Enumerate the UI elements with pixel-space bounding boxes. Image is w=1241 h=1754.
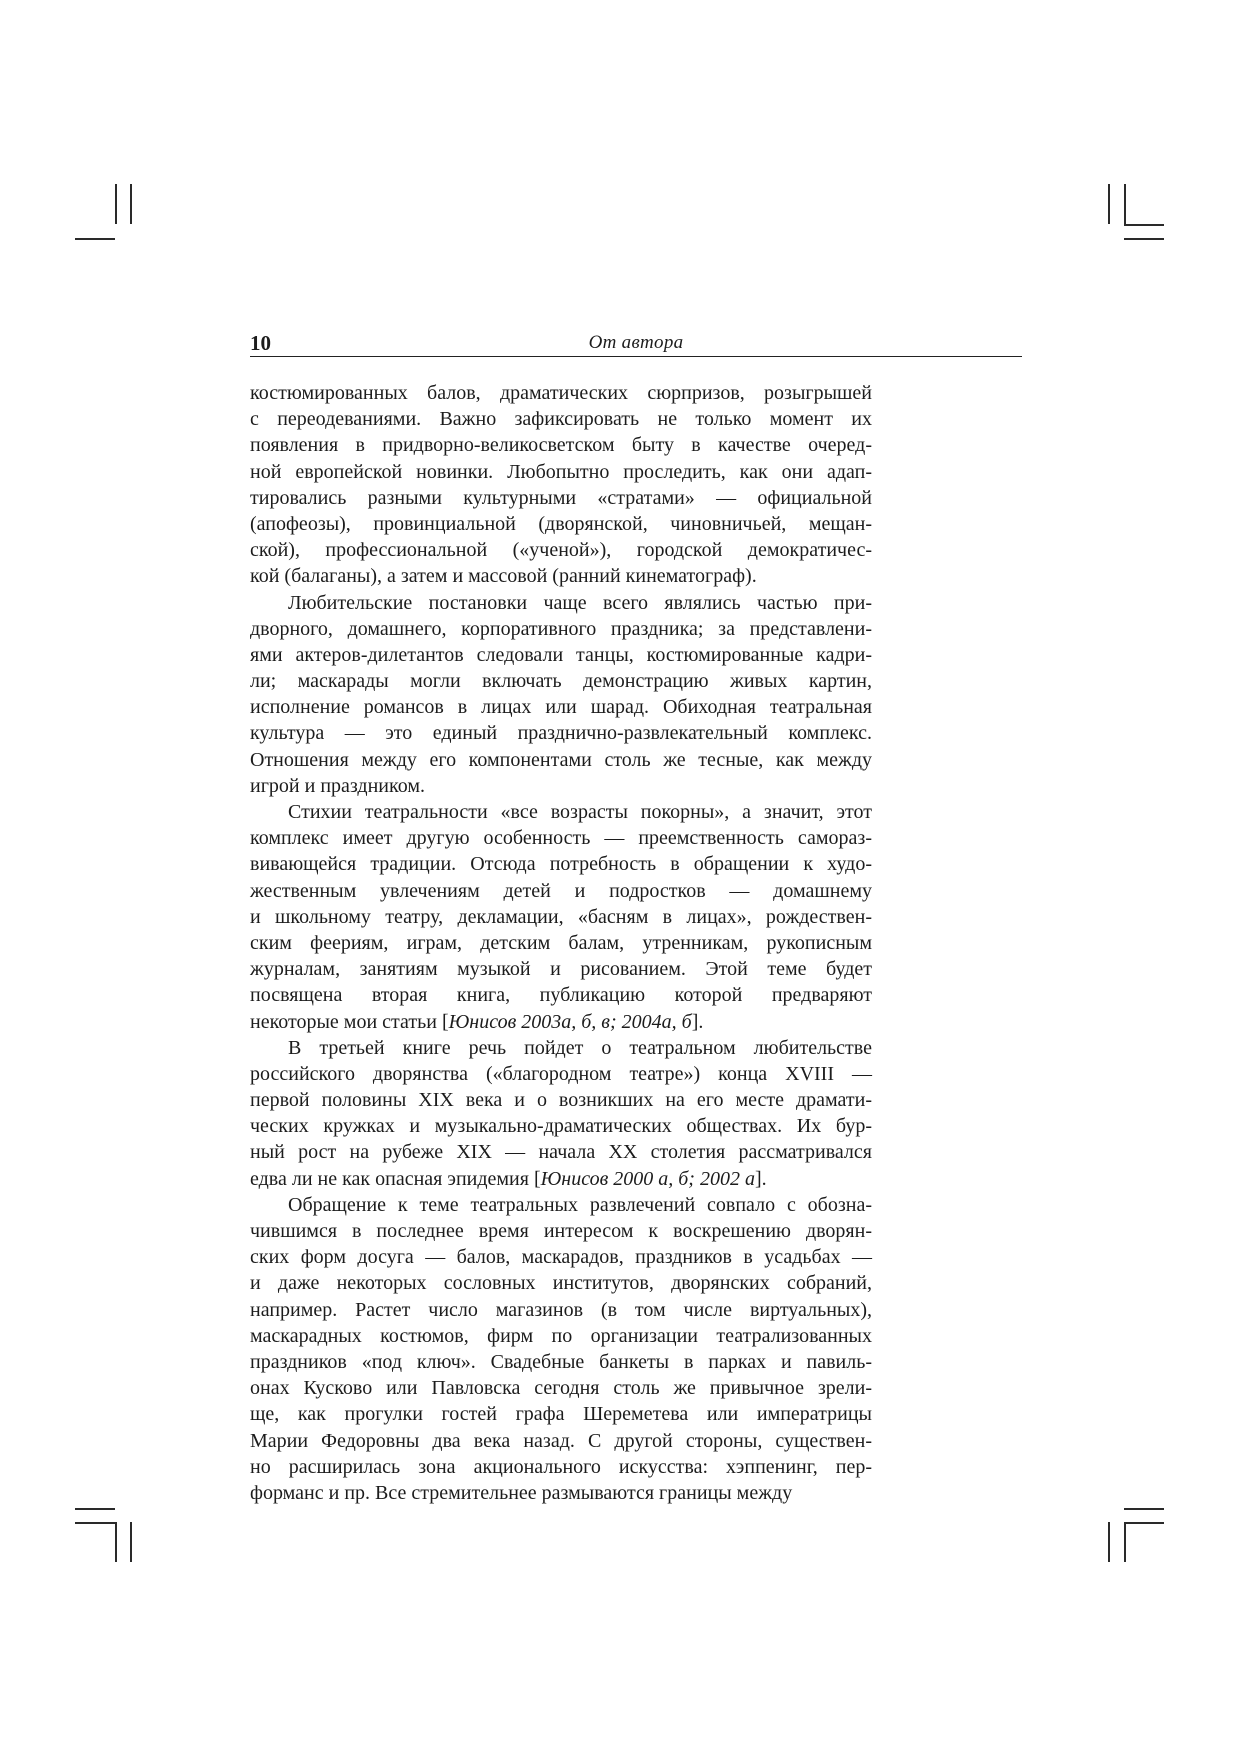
crop-mark bbox=[75, 238, 115, 240]
text-line: Отношения между его компонентами столь же тесные, как между bbox=[250, 748, 872, 771]
paragraph bbox=[250, 1192, 872, 1506]
paragraph bbox=[250, 1035, 872, 1192]
text-line: ли; маскарады могли включать демонстрацию живых картин, bbox=[250, 670, 872, 693]
text-line: появления в придворно-великосветском быту в качестве очеред- bbox=[250, 434, 872, 457]
citation-prefix: едва ли не как опасная эпидемия [ bbox=[250, 1167, 541, 1190]
crop-mark bbox=[130, 1522, 132, 1562]
text-line: культура — это единый празднично-развлекательный комплекс. bbox=[250, 722, 872, 745]
text-line: ской), профессиональной («ученой»), городской демократичес- bbox=[250, 539, 872, 562]
crop-mark bbox=[115, 184, 117, 224]
crop-mark bbox=[75, 1508, 115, 1510]
text-line: и школьному театру, декламации, «басням в лицах», рождествен- bbox=[250, 905, 872, 928]
text-line: чившимся в последнее время интересом к воскрешению дворян- bbox=[250, 1220, 872, 1242]
crop-mark bbox=[1124, 1508, 1164, 1510]
text-line: Стихии театральности «все возрасты покорны», а значит, этот bbox=[288, 801, 872, 823]
text-line: но расширилась зона акционального искусства: хэппенинг, пер- bbox=[250, 1455, 872, 1478]
text-line: тировались разными культурными «стратами» — официальной bbox=[250, 486, 872, 509]
text-line: В третьей книге речь пойдет о театральном любительстве bbox=[288, 1036, 872, 1059]
text-line: ще, как прогулки гостей графа Шереметева или императрицы bbox=[250, 1403, 872, 1426]
crop-mark bbox=[1124, 1522, 1126, 1562]
text-line: российского дворянства («благородном театре») конца XVIII — bbox=[250, 1062, 872, 1085]
text-line bbox=[250, 1166, 872, 1192]
text-line: форманс и пр. Все стремительнее размываются границы между bbox=[250, 1481, 793, 1504]
text-line: (апофеозы), провинциальной (дворянской, чиновничьей, мещан- bbox=[250, 512, 872, 535]
text-line: онах Кусково или Павловска сегодня столь же привычное зрели- bbox=[250, 1377, 872, 1400]
text-line: журналам, занятиям музыкой и рисованием. Этой теме будет bbox=[250, 958, 872, 981]
text-line: ный рост на рубеже XIX — начала XX столетия рассматривался bbox=[250, 1141, 872, 1164]
text-line: и даже некоторых сословных институтов, дворянских собраний, bbox=[250, 1272, 872, 1295]
text-line: костюмированных балов, драматических сюрпризов, розыгрышей bbox=[250, 382, 872, 404]
text-line: Любительские постановки чаще всего являлись частью при- bbox=[288, 591, 872, 614]
text-line: например. Растет число магазинов (в том числе виртуальных), bbox=[250, 1298, 872, 1321]
text-line: первой половины XIX века и о возникших на его месте драмати- bbox=[250, 1089, 872, 1112]
text-line: ной европейской новинки. Любопытно проследить, как они адап- bbox=[250, 460, 872, 483]
text-line: исполнение романсов в лицах или шарад. Обиходная театральная bbox=[250, 696, 872, 719]
text-line: ских форм досуга — балов, маскарадов, праздников в усадьбах — bbox=[250, 1246, 872, 1269]
text-line: посвящена вторая книга, публикацию которой предваряют bbox=[250, 984, 872, 1007]
paragraph bbox=[250, 590, 872, 800]
text-line: с переодеваниями. Важно зафиксировать не только момент их bbox=[250, 408, 872, 431]
text-line: праздников «под ключ». Свадебные банкеты в парках и павиль- bbox=[250, 1350, 872, 1373]
body-text bbox=[250, 380, 872, 1506]
text-line: ским феериям, играм, детским балам, утренникам, рукописным bbox=[250, 931, 872, 954]
citation-prefix: некоторые мои статьи [ bbox=[250, 1010, 449, 1033]
text-line: игрой и праздником. bbox=[250, 774, 425, 797]
citation-suffix: ]. bbox=[691, 1010, 704, 1033]
paragraph bbox=[250, 799, 872, 1035]
crop-mark bbox=[75, 1522, 115, 1524]
crop-mark bbox=[1108, 1522, 1110, 1562]
text-line bbox=[250, 1009, 872, 1035]
running-header bbox=[250, 330, 1022, 357]
text-line: Марии Федоровны два века назад. С другой стороны, существен- bbox=[250, 1429, 872, 1452]
crop-mark bbox=[130, 184, 132, 224]
text-line: комплекс имеет другую особенность — преемственность самораз- bbox=[250, 827, 872, 850]
citation-reference: Юнисов 2000 а, б; 2002 а bbox=[540, 1167, 755, 1190]
running-title: От автора bbox=[588, 332, 684, 353]
citation-suffix: ]. bbox=[754, 1167, 767, 1190]
paragraph bbox=[250, 380, 872, 590]
text-line: маскарадных костюмов, фирм по организации театрализованных bbox=[250, 1324, 872, 1347]
text-line: жественным увлечениям детей и подростков — домашнему bbox=[250, 879, 872, 902]
crop-mark bbox=[115, 1522, 117, 1562]
text-line: Обращение к теме театральных развлечений совпало с обозна- bbox=[288, 1193, 872, 1216]
crop-mark bbox=[1124, 238, 1164, 240]
crop-mark bbox=[1108, 184, 1110, 224]
crop-mark bbox=[1124, 224, 1164, 226]
text-line: вивающейся традиции. Отсюда потребность в обращении к худо- bbox=[250, 853, 872, 876]
text-line: ями актеров-дилетантов следовали танцы, костюмированные кадри- bbox=[250, 643, 872, 666]
text-line: дворного, домашнего, корпоративного праздника; за представлени- bbox=[250, 617, 872, 640]
page-number: 10 bbox=[250, 331, 271, 355]
citation-reference: Юнисов 2003а, б, в; 2004а, б bbox=[448, 1010, 692, 1033]
text-line: ческих кружках и музыкально-драматических обществах. Их бур- bbox=[250, 1115, 872, 1138]
text-line: кой (балаганы), а затем и массовой (ранний кинематограф). bbox=[250, 565, 757, 588]
crop-mark bbox=[1124, 1522, 1164, 1524]
crop-mark bbox=[1124, 184, 1126, 224]
